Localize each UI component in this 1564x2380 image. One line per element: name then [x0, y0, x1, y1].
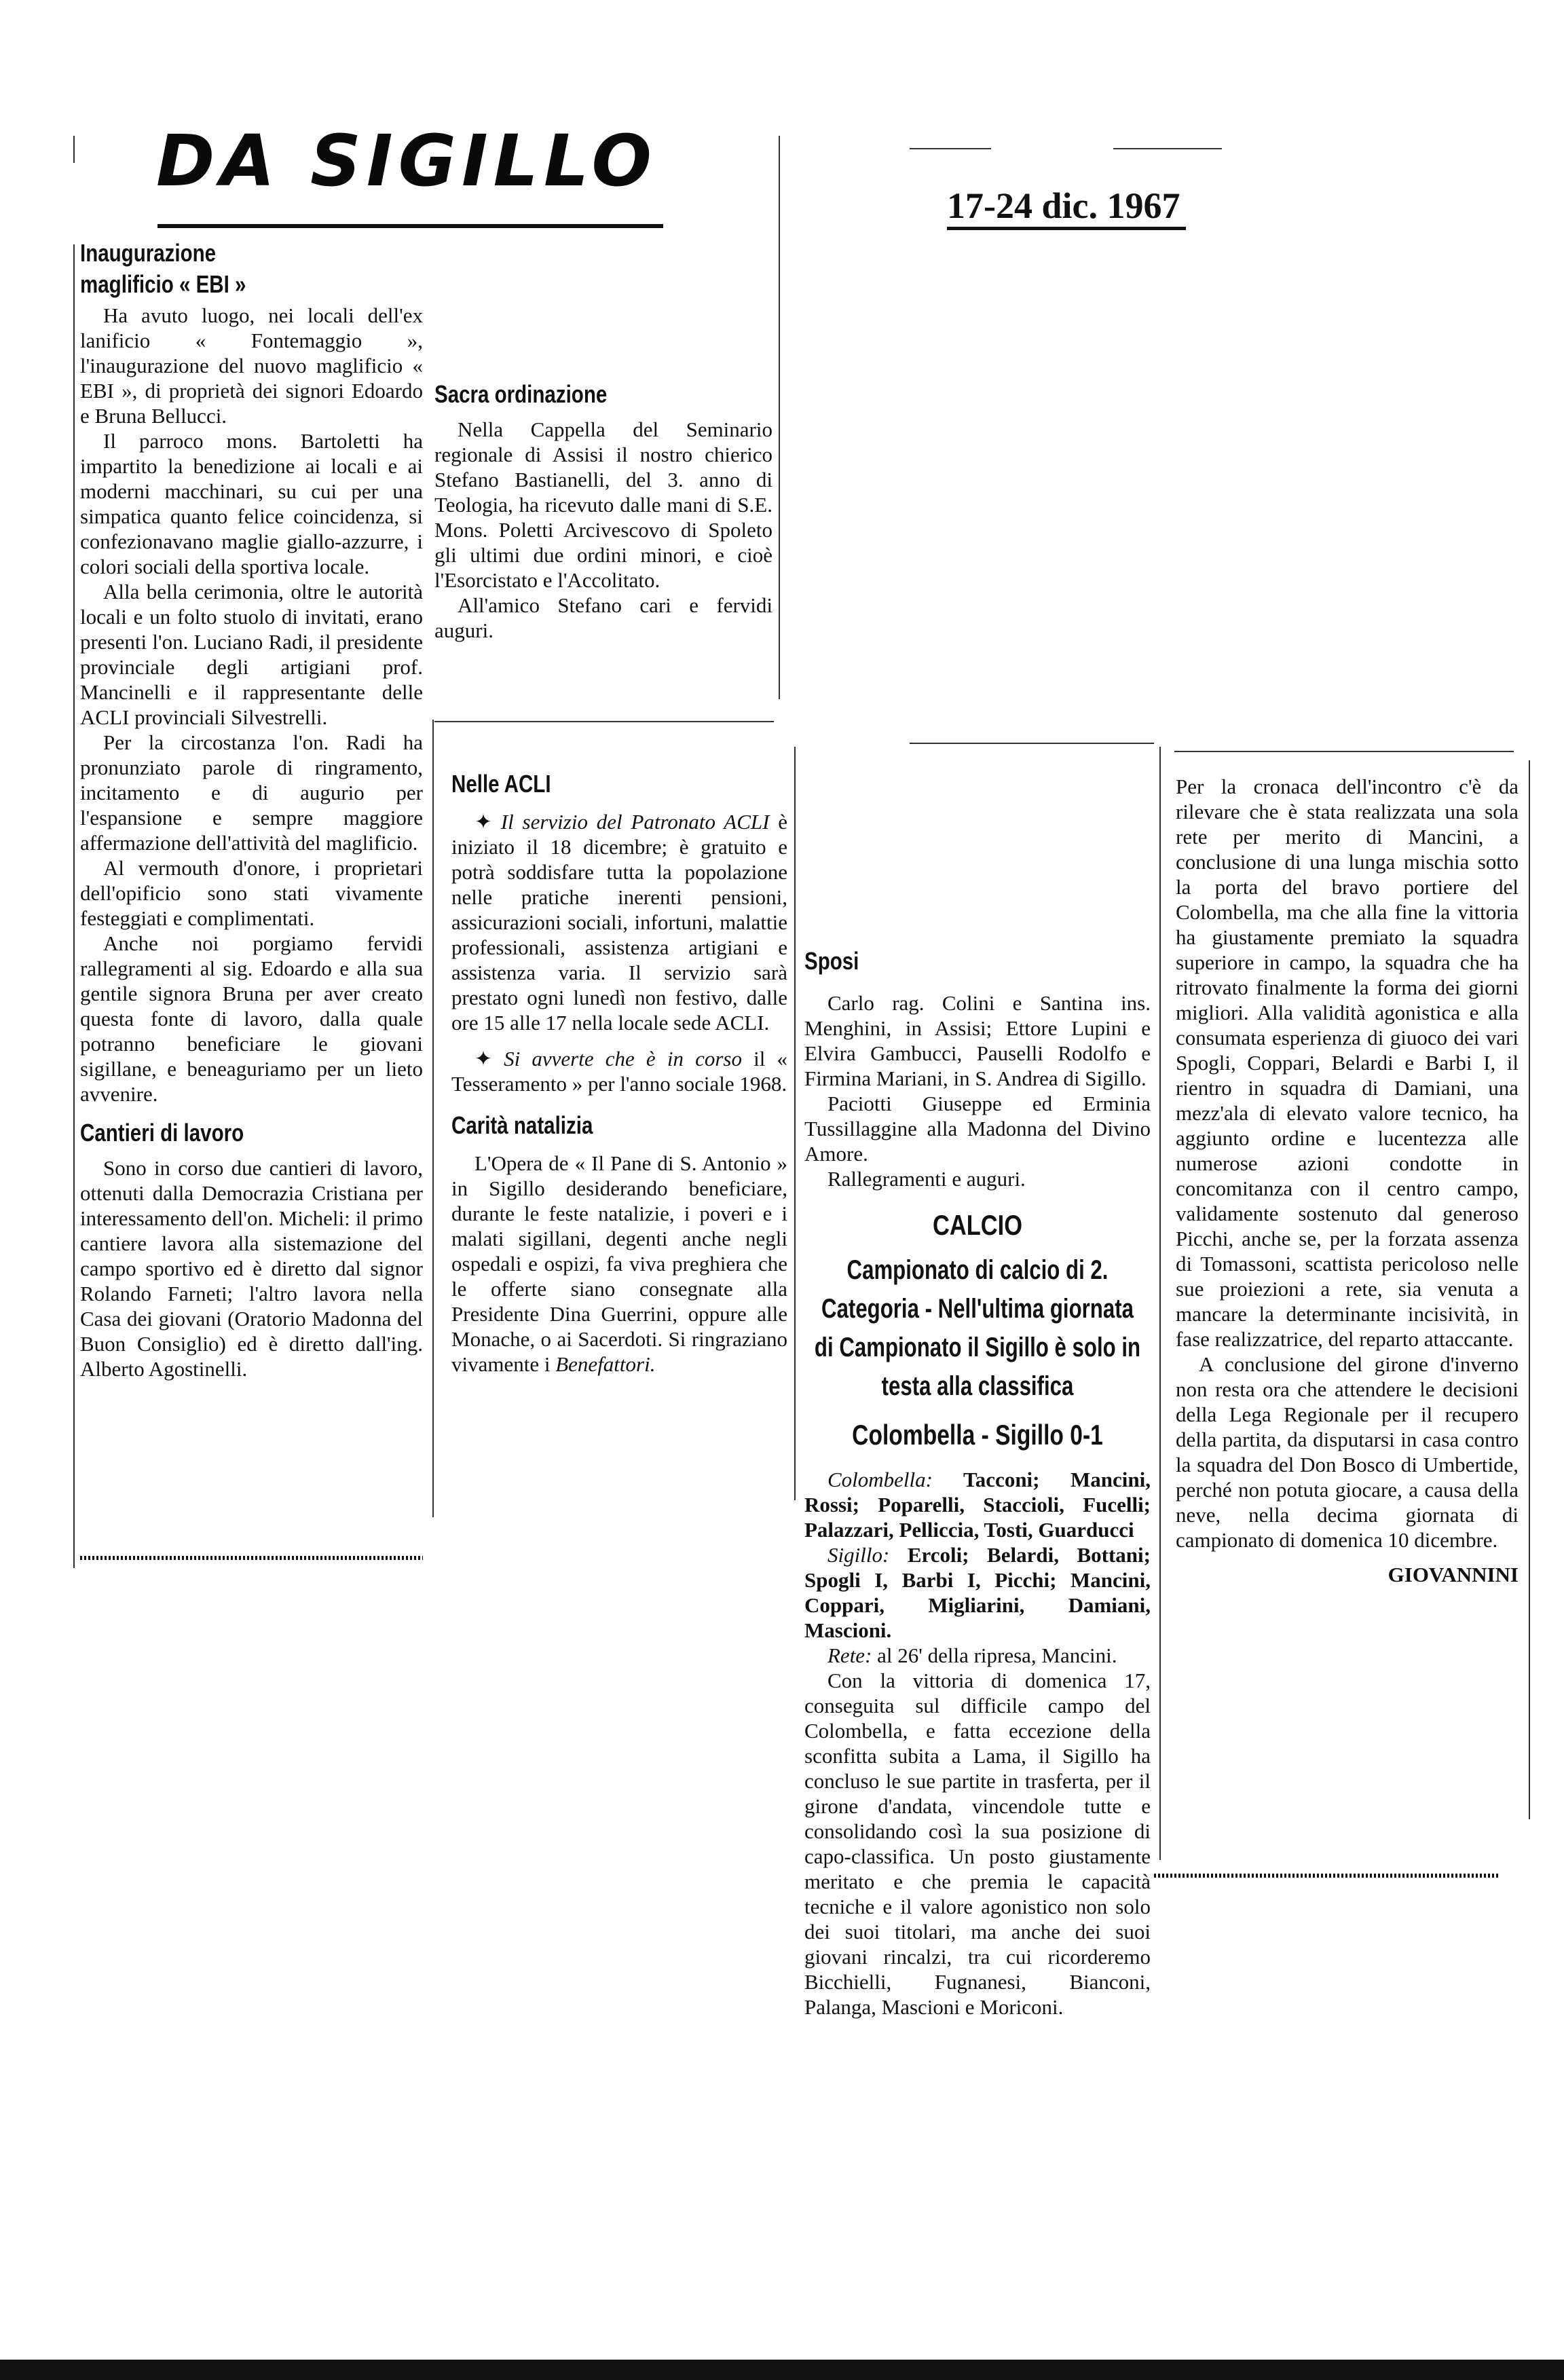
column-1: [80, 239, 423, 1381]
paragraph: Ha avuto luogo, nei locali dell'ex lanificio « Fontemaggio », l'inaugurazione del nuovo maglificio « EBI », di proprietà dei signori Edoardo e Bruna Bellucci.: [80, 303, 423, 428]
headline-carita: Carità natalizia: [451, 1111, 593, 1139]
column-acli: [451, 760, 787, 1377]
column-sposi-calcio: [804, 947, 1151, 2020]
bullet-icon: ✦: [474, 1047, 492, 1071]
calcio-subheadline: Campionato di calcio di 2. Categoria - Nell'ultima giornata di Campionato il Sigillo è solo in testa alla classifica: [814, 1255, 1141, 1401]
headline-cantieri: Cantieri di lavoro: [80, 1119, 244, 1147]
headline-maglificio: maglificio « EBI »: [80, 270, 246, 298]
paragraph: Nella Cappella del Seminario regionale di Assisi il nostro chierico Stefano Bastianelli, del 3. anno di Teologia, ha ricevuto dalle mani di S.E. Mons. Poletti Arcivescovo di Spoleto gli ultimi due ordini minori, e cioè l'Esorcistato e l'Accolitato.: [434, 417, 772, 592]
paragraph: Per la circostanza l'on. Radi ha pronunziato parole di ringramento, incitamento e di augurio per l'espansione e sempre maggiore affermazione dell'attività del maglificio.: [80, 730, 423, 855]
headline-ordinazione: Sacra ordinazione: [434, 380, 608, 408]
date-rule: [947, 227, 1186, 230]
right-top-rule: [1174, 751, 1514, 752]
lineup-colombella: Colombella: Tacconi; Mancini, Rossi; Poparelli, Staccioli, Fucelli; Palazzari, Pelliccia, Tosti, Guarducci: [804, 1468, 1151, 1542]
paragraph: Anche noi porgiamo fervidi rallegramenti al sig. Edoardo e alla sua gentile signora Bruna per aver creato questa fonte di lavoro, dalla quale potranno beneficiare le giovani sigillane, e beneaguriamo per un lieto avvenire.: [80, 931, 423, 1106]
paragraph: Al vermouth d'onore, i proprietari dell'opificio sono stati vivamente festeggiati e complimentati.: [80, 856, 423, 930]
issue-date: 17-24 dic. 1967: [947, 185, 1180, 226]
paragraph: All'amico Stefano cari e fervidi auguri.: [434, 593, 772, 642]
paragraph: Rallegramenti e auguri.: [827, 1167, 1026, 1191]
headline-sposi: Sposi: [804, 947, 859, 975]
lineup-sigillo: Sigillo: Ercoli; Belardi, Bottani; Spogli I, Barbi I, Picchi; Mancini, Coppari, Migliarini, Damiani, Mascioni.: [804, 1543, 1151, 1642]
column-rule-calcio-right: [1159, 747, 1161, 1860]
column-rule-top-right: [779, 136, 780, 699]
paragraph: Paciotti Giuseppe ed Erminia Tussillaggine alla Madonna del Divino Amore.: [804, 1092, 1151, 1166]
goal-line: Rete: al 26' della ripresa, Mancini.: [827, 1643, 1117, 1667]
byline: GIOVANNINI: [1388, 1563, 1519, 1586]
paragraph: Carlo rag. Colini e Santina ins. Menghini, in Assisi; Ettore Lupini e Elvira Gambucci, Pauselli Rodolfo e Firmina Mariani, in S. Andrea di Sigillo.: [804, 991, 1151, 1090]
masthead-title: DA SIGILLO: [156, 119, 657, 202]
headline-calcio: CALCIO: [932, 1209, 1023, 1241]
top-dash-2: [1113, 148, 1222, 149]
column-end-dots: [1154, 1874, 1500, 1878]
paragraph-carita: L'Opera de « Il Pane di S. Antonio » in Sigillo desiderando beneficiare, durante le feste natalizie, i poveri e i malati sigillani, degenti anche negli ospedali e ospizi, fa viva preghiera che le offerte siano consegnate alla Presidente Dina Guerrini, oppure alle Monache, o ai Sacerdoti. Si ringraziano vivamente i Benefattori.: [451, 1151, 787, 1376]
column-rule-acli-left: [432, 720, 434, 1517]
paragraph: Per la cronaca dell'incontro c'è da rilevare che è stata realizzata una sola rete per merito di Mancini, a conclusione di una lunga mischia sotto la porta del bravo portiere del Colombella, ma che alla fine la vittoria ha giustamente premiato la squadra superiore in campo, la squadra che ha ritrovato finalmente la forma dei giorni migliori. Alla validità agonistica e alla consumata esperienza di giuoco dei vari Spogli, Coppari, Belardi e Barbi I, il rientro in squadra di Damiani, una mezz'ala di elevato valore tecnico, ha aggiunto ordine e lucentezza alle numerose azioni condotte in concomitanza con il centro campo, validamente sostenuto dal generoso Picchi, anche se, per la forzata assenza di Tomassoni, scattista pericoloso nelle sue proiezioni a rete, sia venuta a mancare la determinante incisività, in fase realizzatrice, del reparto attaccante.: [1176, 775, 1519, 1351]
paragraph-acli-2: ✦ Si avverte che è in corso il « Tesseramento » per l'anno sociale 1968.: [451, 1047, 788, 1096]
headline-inaugurazione: Inaugurazione: [80, 239, 217, 267]
column-rule-left: [73, 244, 75, 1568]
column-end-dots: [80, 1556, 423, 1560]
headline-acli: Nelle ACLI: [451, 770, 551, 798]
paragraph-cantieri: Sono in corso due cantieri di lavoro, ottenuti dalla Democrazia Cristiana per interessamento dell'on. Micheli: il primo cantiere lavora alla sistemazione del campo sportivo ed è diretto dal signor Rolando Farneti; l'altro lavora nella Casa dei giovani (Oratorio Madonna del Buon Consiglio) ed è diretto dall'ing. Alberto Agostinelli.: [80, 1156, 423, 1381]
column-2-top: [434, 380, 772, 643]
match-score: Colombella - Sigillo 0-1: [852, 1419, 1103, 1451]
bullet-icon: ✦: [474, 810, 492, 834]
paragraph-acli-1: ✦ Il servizio del Patronato ACLI è iniziato il 18 dicembre; è gratuito e potrà soddisfare tutta la popolazione nelle pratiche inerenti pensioni, assicurazioni sociali, infortuni, malattie professionali, assistenza artigiani e assistenza varia. Il servizio sarà prestato ogni lunedì non festivo, dalle ore 15 alle 17 nella locale sede ACLI.: [451, 810, 788, 1035]
paragraph: A conclusione del girone d'inverno non resta ora che attendere le decisioni della Lega Regionale per il recupero della partita, da disputarsi in casa contro la squadra del Don Bosco di Umbertide, perché non potuta giocare, a causa della neve, nella decima giornata di campionato di domenica 10 dicembre.: [1176, 1352, 1519, 1552]
paragraph: Con la vittoria di domenica 17, conseguita sul difficile campo del Colombella, e fatta eccezione della sconfitta subita a Lama, il Sigillo ha concluso le sue partite in trasferta, per il girone d'andata, vincendole tutte e consolidando così la sua posizione di capo-classifica. Un posto giustamente meritato e che premia le capacità tecniche e il valore agonistico non solo dei suoi titolari, ma anche dei suoi giovani rincalzi, tra cui ricorderemo Bicchielli, Fugnanesi, Bianconi, Palanga, Mascioni e Moriconi.: [804, 1669, 1151, 2019]
paragraph: Alla bella cerimonia, oltre le autorità locali e un folto stuolo di invitati, erano presenti l'on. Luciano Radi, il presidente provinciale degli artigiani prof. Mancinelli e il rappresentante delle ACLI provinciali Silvestrelli.: [80, 580, 423, 729]
masthead-rule: [157, 224, 663, 228]
margin-mark: [73, 136, 75, 163]
column-rule-acli-right: [794, 747, 796, 1500]
acli-top-rule: [434, 721, 774, 722]
paragraph: Il parroco mons. Bartoletti ha impartito la benedizione ai locali e ai moderni macchinari, su cui per una simpatica quanto felice coincidenza, si confezionavano maglie giallo-azzurre, i colori sociali della sportiva locale.: [80, 429, 423, 578]
column-cronaca: [1176, 774, 1519, 1587]
calcio-top-rule: [910, 743, 1154, 744]
scan-bottom-edge: [0, 2360, 1564, 2380]
top-dash: [910, 148, 991, 149]
column-rule-far-right: [1529, 760, 1530, 1819]
